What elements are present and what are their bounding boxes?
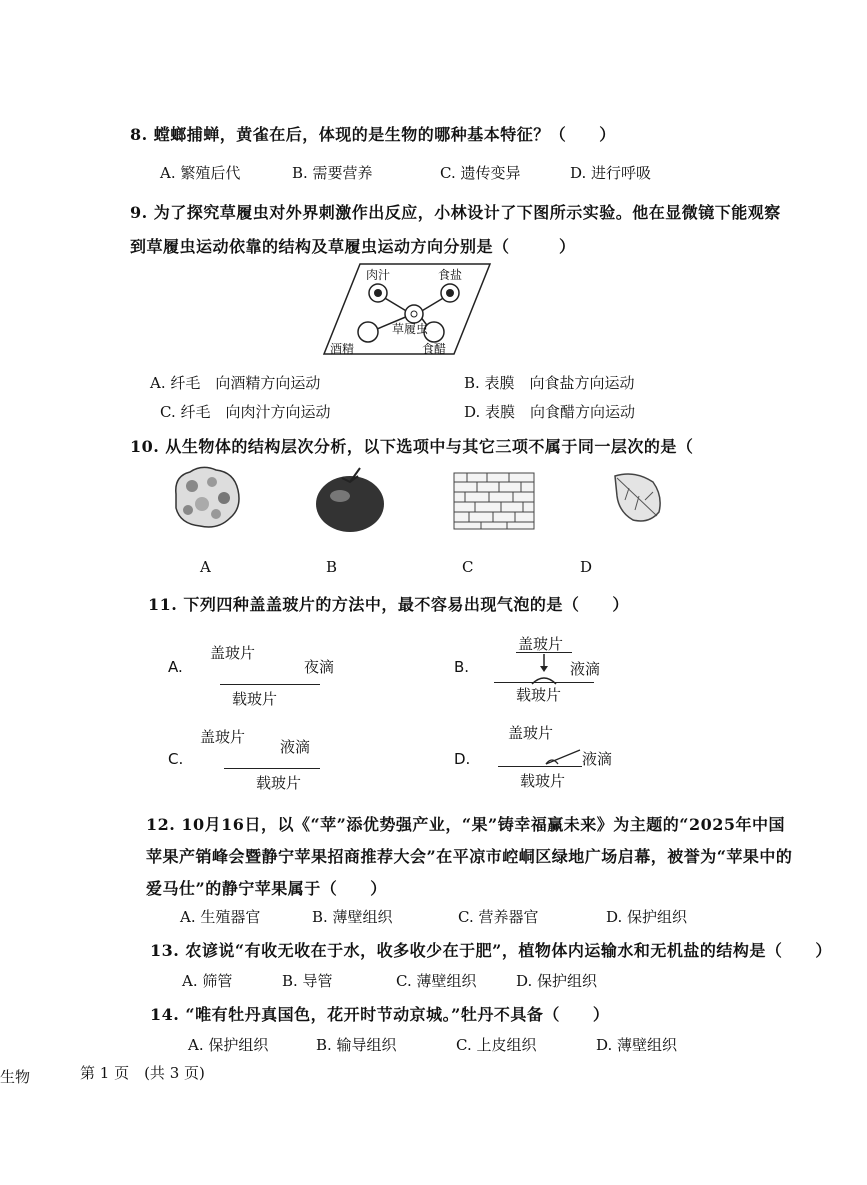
q13-option-a: A. 筛管	[182, 972, 233, 990]
q13-option-d: D. 保护组织	[516, 972, 598, 990]
q9-stem-line2: 到草履虫运动依靠的结构及草履虫运动方向分别是（ ）	[130, 237, 576, 256]
q11-letter-c: C.	[168, 750, 184, 768]
q11-b-slide-line	[494, 682, 594, 683]
q11-c-slide-line	[224, 768, 320, 769]
q10-image-a	[168, 464, 243, 530]
q11-d-drop-label: 液滴	[582, 750, 613, 768]
q10-label-b: B	[326, 558, 338, 576]
q12-stem-line3: 爱马仕”的静宁苹果属于（ ）	[146, 879, 387, 898]
footer-subject: 生物	[0, 1068, 31, 1086]
q11-d-cover-label: 盖玻片	[508, 724, 554, 742]
q13-stem: 13. 农谚说“有收无收在于水，收多收少在于肥”，植物体内运输水和无机盐的结构是（ ）	[150, 941, 832, 960]
q13-option-c: C. 薄壁组织	[396, 972, 477, 990]
q9-option-a: A. 纤毛 向酒精方向运动	[150, 374, 321, 392]
footer-page-number: 第 1 页 (共 3 页)	[80, 1064, 205, 1082]
paramecium-experiment-figure	[322, 262, 492, 358]
q12-stem-line1: 12. 10月16日，以《“苹”添优势强产业，“果”铸幸福赢未来》为主题的“2025年中国	[146, 815, 785, 834]
q11-b-cover-label: 盖玻片	[518, 635, 564, 653]
q14-option-b: B. 输导组织	[316, 1036, 397, 1054]
q11-letter-d: D.	[454, 750, 471, 768]
tomato-fruit-image	[310, 464, 390, 534]
q10-image-c	[453, 472, 535, 530]
q11-letter-b: B.	[454, 658, 470, 676]
q8-option-d: D. 进行呼吸	[570, 164, 652, 182]
q9-option-b: B. 表膜 向食盐方向运动	[464, 374, 635, 392]
q8-option-a: A. 繁殖后代	[160, 164, 241, 182]
figure-label-salt: 食盐	[438, 268, 463, 282]
figure-label-vinegar: 食醋	[422, 342, 447, 356]
q10-label-a: A	[200, 558, 211, 576]
q11-d-slide-label: 载玻片	[520, 772, 566, 790]
q9-option-c: C. 纤毛 向肉汁方向运动	[160, 403, 331, 421]
q11-c-slide-label: 载玻片	[256, 774, 302, 792]
q11-d-slide-line	[498, 766, 582, 767]
figure-label-alcohol: 酒精	[330, 342, 355, 356]
q11-b-slide-label: 载玻片	[516, 686, 562, 704]
q12-option-d: D. 保护组织	[606, 908, 688, 926]
q11-a-slide-line	[220, 684, 320, 685]
q10-stem: 10. 从生物体的结构层次分析，以下选项中与其它三项不属于同一层次的是（	[130, 437, 694, 456]
q14-option-d: D. 薄壁组织	[596, 1036, 678, 1054]
leaf-image	[605, 466, 667, 528]
q12-stem-line2: 苹果产销峰会暨静宁苹果招商推荐大会”在平凉市崆峒区绿地广场启幕，被誉为“苹果中的	[146, 847, 793, 866]
figure-label-paramecium: 草履虫	[392, 322, 429, 336]
q14-stem: 14. “唯有牡丹真国色，花开时节动京城。”牡丹不具备（ ）	[150, 1005, 610, 1024]
q11-d-cover-slant	[544, 744, 584, 766]
q11-stem: 11. 下列四种盖盖玻片的方法中，最不容易出现气泡的是（ ）	[148, 595, 629, 614]
q10-label-c: C	[462, 558, 474, 576]
q11-c-cover-label: 盖玻片	[200, 728, 246, 746]
q13-option-b: B. 导管	[282, 972, 333, 990]
tissue-cells-image	[453, 472, 535, 530]
q9-stem-line1: 9. 为了探究草履虫对外界刺激作出反应，小林设计了下图所示实验。他在显微镜下能观察	[130, 203, 781, 222]
figure-label-meat-juice: 肉汁	[366, 268, 391, 282]
q11-a-cover-label: 盖玻片	[210, 644, 256, 662]
q14-option-c: C. 上皮组织	[456, 1036, 537, 1054]
q12-option-a: A. 生殖器官	[180, 908, 261, 926]
q11-a-slide-label: 载玻片	[232, 690, 278, 708]
q10-image-b	[310, 464, 390, 534]
q11-b-arrow-drop	[524, 652, 564, 686]
q12-option-c: C. 营养器官	[458, 908, 539, 926]
q8-stem: 8. 螳螂捕蝉，黄雀在后，体现的是生物的哪种基本特征？（ ）	[130, 125, 616, 144]
q12-option-b: B. 薄壁组织	[312, 908, 393, 926]
cell-cluster-image	[168, 464, 243, 530]
q11-b-drop-label: 液滴	[570, 660, 601, 678]
q14-option-a: A. 保护组织	[188, 1036, 269, 1054]
q8-option-b: B. 需要营养	[292, 164, 373, 182]
q8-option-c: C. 遗传变异	[440, 164, 521, 182]
q11-letter-a: A.	[168, 658, 183, 676]
q11-a-drop-label: 夜滴	[304, 658, 335, 676]
q10-label-d: D	[580, 558, 593, 576]
q11-c-drop-label: 液滴	[280, 738, 311, 756]
q9-option-d: D. 表膜 向食醋方向运动	[464, 403, 636, 421]
q10-image-d	[605, 466, 667, 528]
